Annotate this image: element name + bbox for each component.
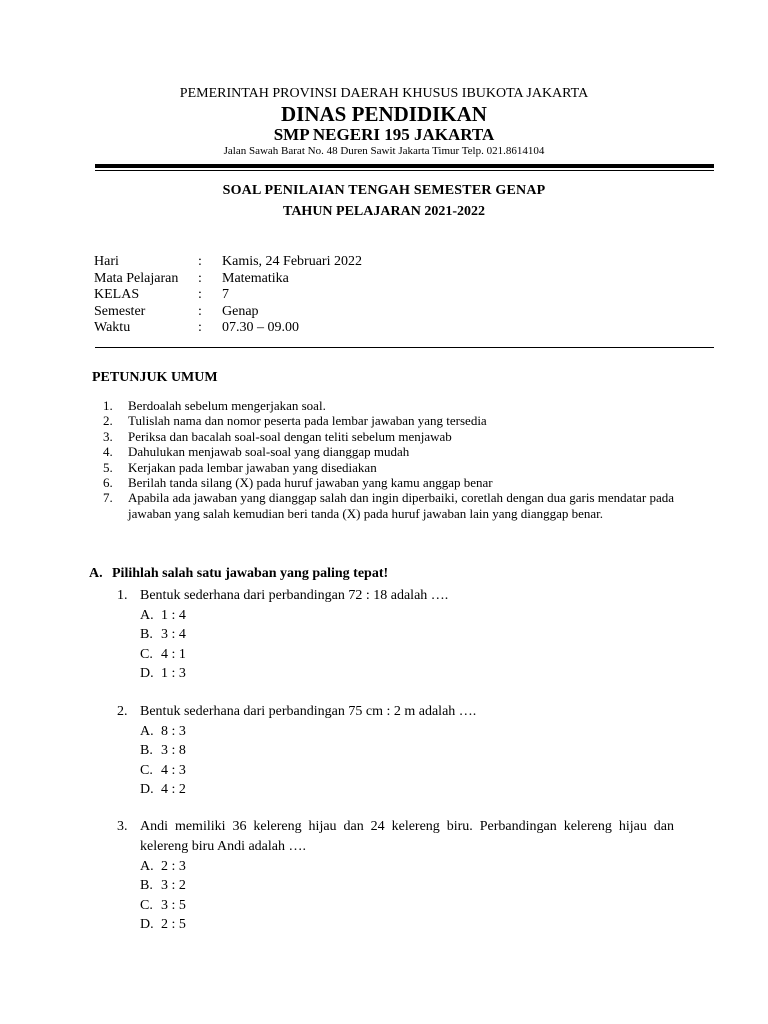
instructions-heading: PETUNJUK UMUM <box>92 370 218 385</box>
letterhead-address: Jalan Sawah Barat No. 48 Duren Sawit Jakarta Timur Telp. 021.8614104 <box>223 145 545 157</box>
answer-options <box>140 857 674 934</box>
option-letter: A. <box>140 724 154 739</box>
answer-options <box>140 722 674 799</box>
list-item-number: 2. <box>103 413 113 429</box>
exam-year: TAHUN PELAJARAN 2021-2022 <box>283 204 485 219</box>
list-item-text: Kerjakan pada lembar jawaban yang disediakan <box>128 459 377 475</box>
answer-option[interactable] <box>140 741 674 760</box>
letterhead-agency: DINAS PENDIDIKAN <box>281 102 487 126</box>
list-item-text: Dahulukan menjawab soal-soal yang dianggap mudah <box>128 444 410 460</box>
option-letter: D. <box>140 916 154 932</box>
list-item <box>103 413 674 428</box>
option-letter: B. <box>140 627 153 643</box>
question-number: 2. <box>117 704 128 719</box>
list-item-text: Berilah tanda silang (X) pada huruf jawaban yang kamu anggap benar <box>128 475 493 491</box>
info-separator: : <box>198 287 202 302</box>
info-row-subject <box>94 271 362 288</box>
option-text: 3 : 8 <box>161 743 186 759</box>
info-separator: : <box>198 303 202 319</box>
option-text: 2 : 3 <box>161 859 186 874</box>
option-text: 3 : 5 <box>161 897 186 913</box>
list-item-number: 7. <box>103 490 113 506</box>
option-letter: A. <box>140 859 154 874</box>
question-number: 1. <box>117 588 128 603</box>
list-item <box>103 398 674 413</box>
question-stem <box>117 702 674 722</box>
option-text: 1 : 3 <box>161 665 186 681</box>
list-item-text: Berdoalah sebelum mengerjakan soal. <box>128 398 326 413</box>
letterhead-school: SMP NEGERI 195 JAKARTA <box>273 125 495 144</box>
info-label: Semester <box>94 303 146 319</box>
question-number: 3. <box>117 819 128 834</box>
answer-option[interactable] <box>140 645 674 664</box>
exam-title: SOAL PENILAIAN TENGAH SEMESTER GENAP <box>222 183 546 198</box>
answer-option[interactable] <box>140 896 674 915</box>
question-3 <box>117 817 674 934</box>
info-label: KELAS <box>94 287 140 302</box>
option-text: 3 : 4 <box>161 627 186 643</box>
section-instruction: Pilihlah salah satu jawaban yang paling tepat! <box>112 566 389 581</box>
instructions-list <box>103 398 674 521</box>
info-row-semester <box>94 304 362 321</box>
question-stem <box>117 817 674 857</box>
option-text: 2 : 5 <box>161 916 186 932</box>
answer-option[interactable] <box>140 664 674 683</box>
info-separator: : <box>198 270 202 286</box>
answer-option[interactable] <box>140 761 674 780</box>
letterhead-government: PEMERINTAH PROVINSI DAERAH KHUSUS IBUKOTA JAKARTA <box>179 86 589 101</box>
letterhead-divider-thick <box>95 164 714 168</box>
info-value: Matematika <box>222 270 289 286</box>
question-stem <box>117 586 674 606</box>
option-letter: B. <box>140 743 153 759</box>
letterhead-divider-thin <box>95 170 714 171</box>
answer-option[interactable] <box>140 625 674 644</box>
exam-info <box>94 254 362 337</box>
info-row-day <box>94 254 362 271</box>
answer-option[interactable] <box>140 857 674 876</box>
list-item-text: Periksa dan bacalah soal-soal dengan teliti sebelum menjawab <box>128 428 452 444</box>
section-letter: A. <box>89 566 103 581</box>
info-value: Genap <box>222 303 259 319</box>
option-text: 4 : 1 <box>161 646 186 662</box>
list-item <box>103 490 674 521</box>
section-a-heading <box>89 566 388 582</box>
answer-options <box>140 606 674 683</box>
info-row-time <box>94 320 362 337</box>
answer-option[interactable] <box>140 722 674 741</box>
answer-option[interactable] <box>140 915 674 934</box>
info-value: 7 <box>222 287 229 302</box>
list-item <box>103 475 674 490</box>
question-text: Bentuk sederhana dari perbandingan 72 : 18 adalah …. <box>140 588 449 603</box>
list-item-number: 6. <box>103 475 113 491</box>
info-separator: : <box>198 254 202 269</box>
info-row-class <box>94 287 362 304</box>
info-value: Kamis, 24 Februari 2022 <box>222 254 362 269</box>
list-item-text: Apabila ada jawaban yang dianggap salah dan ingin diperbaiki, coretlah dengan dua garis mendatar pada jawaban yang salah kemudian beri tanda (X) pada huruf jawaban lain yang dianggap benar. <box>128 490 674 521</box>
info-value: 07.30 – 09.00 <box>222 320 299 335</box>
question-text: Andi memiliki 36 kelereng hijau dan 24 kelereng biru. Perbandingan kelereng hijau dan kelereng biru Andi adalah …. <box>140 819 674 854</box>
option-letter: D. <box>140 665 154 681</box>
info-label: Waktu <box>94 320 131 335</box>
option-text: 4 : 2 <box>161 781 186 797</box>
list-item-number: 5. <box>103 459 113 475</box>
list-item-text: Tulislah nama dan nomor peserta pada lembar jawaban yang tersedia <box>128 413 487 429</box>
option-text: 3 : 2 <box>161 878 186 894</box>
question-text: Bentuk sederhana dari perbandingan 75 cm : 2 m adalah …. <box>140 704 477 719</box>
info-label: Mata Pelajaran <box>94 270 179 286</box>
info-label: Hari <box>94 254 119 269</box>
list-item <box>103 429 674 444</box>
answer-option[interactable] <box>140 780 674 799</box>
option-text: 4 : 3 <box>161 762 186 778</box>
list-item-number: 4. <box>103 444 113 460</box>
option-letter: A. <box>140 608 154 623</box>
info-separator: : <box>198 320 202 335</box>
info-divider <box>95 347 714 348</box>
list-item <box>103 460 674 475</box>
list-item <box>103 444 674 459</box>
option-letter: C. <box>140 762 153 778</box>
question-2 <box>117 702 674 799</box>
option-letter: B. <box>140 878 153 894</box>
option-letter: C. <box>140 646 153 662</box>
answer-option[interactable] <box>140 876 674 895</box>
answer-option[interactable] <box>140 606 674 625</box>
list-item-number: 3. <box>103 428 113 444</box>
option-letter: C. <box>140 897 153 913</box>
option-text: 8 : 3 <box>161 724 186 739</box>
list-item-number: 1. <box>103 398 113 413</box>
option-text: 1 : 4 <box>161 608 186 623</box>
question-1 <box>117 586 674 683</box>
option-letter: D. <box>140 781 154 797</box>
